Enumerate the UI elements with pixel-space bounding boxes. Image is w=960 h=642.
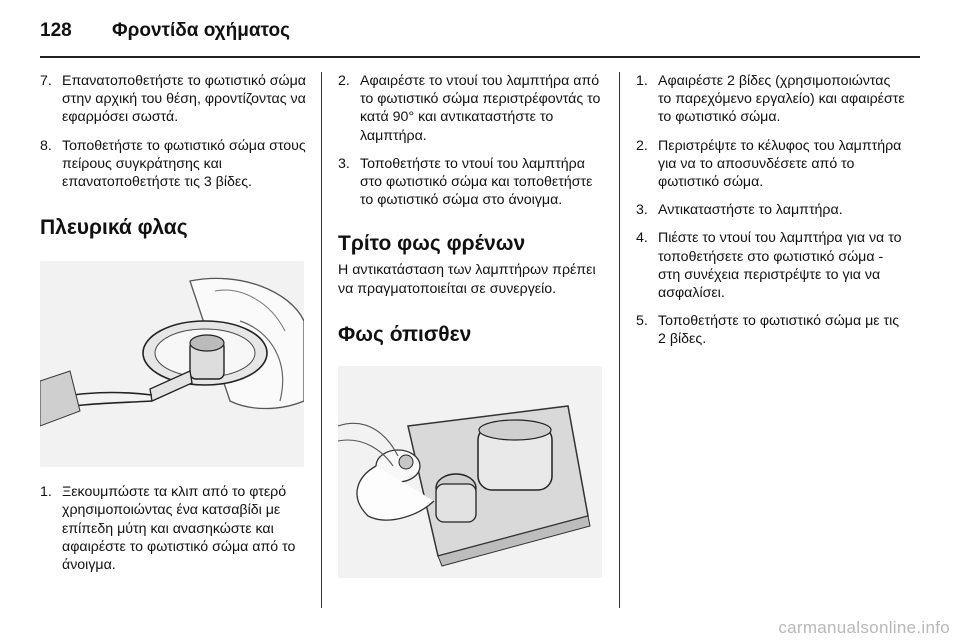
step-text: Πιέστε το ντουί του λαμπτήρα για να το τοποθετήσετε στο φωτιστικό σώμα - στη συνέχεια περιστρέψτε το για να ασφαλίσει. (658, 230, 902, 302)
step-number: 5. (636, 313, 648, 330)
paragraph-third-brake-light: Η αντικατάσταση των λαμπτήρων πρέπει να πραγματοποιείται σε συνεργείο. (338, 262, 596, 297)
step-text: Αφαιρέστε 2 βίδες (χρησιμοποιώντας το παρεχόμενο εργαλείο) και αφαιρέστε το φωτιστικό σώμα. (658, 73, 905, 126)
column-2 (338, 72, 604, 578)
step-number: 2. (338, 73, 350, 89)
column-3 (636, 72, 906, 359)
step-number: 3. (636, 202, 648, 219)
page-header (40, 14, 920, 50)
step-text: Τοποθετήστε το φωτιστικό σώμα με τις 2 βίδες. (658, 313, 900, 348)
section-heading-side-indicators: Πλευρικά φλας (40, 216, 188, 240)
step-number: 2. (636, 137, 648, 154)
page-number: 128 (40, 20, 72, 41)
step-text: Ξεκουμπώστε τα κλιπ από το φτερό χρησιμοποιώντας ένα κατσαβίδι με επίπεδη μύτη και ανασηκώστε και αφαιρέστε το φωτιστικό σώμα από το άνοιγμα. (62, 484, 296, 574)
step-number: 8. (40, 137, 52, 154)
column-divider-1 (321, 72, 322, 608)
step-text: Επανατοποθετήστε το φωτιστικό σώμα στην αρχική του θέση, φροντίζοντας να εφαρμόσει σωστά. (62, 73, 306, 126)
header-rule (40, 56, 920, 58)
step-item (636, 229, 906, 302)
watermark: carmanualsonline.info (778, 618, 950, 637)
step-item (636, 312, 906, 348)
column-divider-2 (619, 72, 620, 608)
column-1 (40, 72, 308, 584)
section-heading-reverse-light: Φως όπισθεν (338, 322, 472, 346)
page-title: Φροντίδα οχήματος (112, 20, 290, 41)
step-item (338, 72, 604, 145)
step-item (636, 201, 906, 219)
step-number: 7. (40, 73, 52, 89)
step-text: Τοποθετήστε το φωτιστικό σώμα στους πείρους συγκράτησης και επανατοποθετήστε τις 3 βίδες. (62, 137, 306, 191)
step-number: 3. (338, 155, 350, 172)
step-item (40, 137, 308, 192)
step-item (636, 137, 906, 192)
step-text: Περιστρέψτε το κέλυφος του λαμπτήρα για να το αποσυνδέσετε από το φωτιστικό σώμα. (658, 137, 902, 191)
step-text: Τοποθετήστε το ντουί του λαμπτήρα στο φωτιστικό σώμα και τοποθετήστε το φωτιστικό σώμα στο άνοιγμα. (360, 155, 593, 209)
step-number: 4. (636, 230, 648, 247)
side-indicator-illustration-icon (40, 261, 304, 467)
step-item (338, 155, 604, 210)
step-item (40, 483, 308, 574)
step-number: 1. (40, 484, 52, 501)
section-heading-third-brake-light: Τρίτο φως φρένων (338, 232, 526, 256)
step-item (636, 72, 906, 127)
step-number: 1. (636, 73, 648, 89)
reverse-light-illustration-icon (338, 366, 602, 578)
step-text: Αφαιρέστε το ντουί του λαμπτήρα από το φωτιστικό σώμα περιστρέφοντάς το κατά 90° και αντικαταστήστε το λαμπτήρα. (360, 73, 601, 144)
step-item (40, 72, 308, 127)
step-text: Αντικαταστήστε το λαμπτήρα. (658, 202, 843, 219)
